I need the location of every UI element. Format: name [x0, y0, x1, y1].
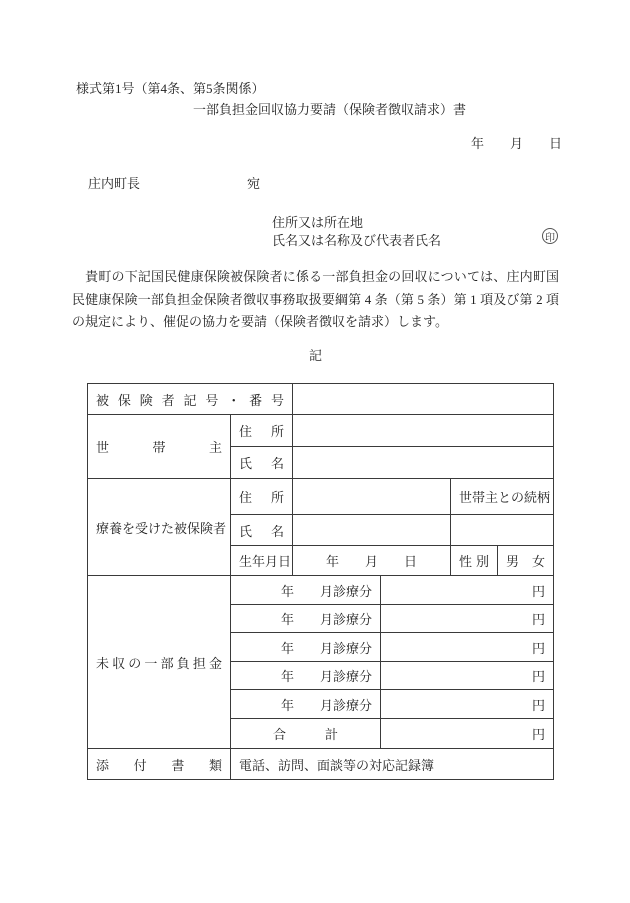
total-amount-value-cell: 円	[381, 719, 554, 749]
patient-address-label-cell: 住所	[231, 479, 293, 515]
table-row	[88, 749, 554, 780]
sex-label-cell: 性別	[451, 546, 498, 576]
householder-address-value-cell	[293, 415, 554, 447]
table-row	[88, 384, 554, 415]
amount-value-cell: 円	[381, 690, 554, 719]
treatment-month-label-cell: 年 月診療分	[231, 605, 381, 633]
treatment-month-label-cell: 年 月診療分	[231, 662, 381, 690]
table-row	[88, 576, 554, 605]
birthdate-label-cell: 生年月日	[231, 546, 293, 576]
addressee-name: 庄内町長	[88, 176, 141, 191]
birthdate-value-cell: 年 月 日	[293, 546, 451, 576]
sender-name-label: 氏名又は名称及び代表者氏名	[272, 233, 442, 248]
section-mark: 記	[308, 348, 322, 363]
treatment-month-label-cell: 年 月診療分	[231, 633, 381, 662]
sender-address-label: 住所又は所在地	[272, 215, 364, 230]
seal-character: 印	[545, 232, 555, 244]
attachments-value-cell: 電話、訪問、面談等の対応記録簿	[231, 749, 554, 780]
sex-value-cell: 男女	[498, 546, 554, 576]
patient-name-label-cell: 氏名	[231, 515, 293, 546]
table-row	[88, 415, 554, 447]
insured-number-value-cell	[293, 384, 554, 415]
page-title: 一部負担金回収協力要請（保険者徴収請求）書	[193, 102, 467, 117]
relation-value-cell	[451, 515, 554, 546]
treatment-month-label-cell: 年 月診療分	[231, 690, 381, 719]
householder-label-cell: 世帯主	[88, 415, 231, 479]
addressee-suffix: 宛	[247, 176, 261, 191]
date-line: 年 月 日	[470, 136, 562, 151]
table-row	[88, 479, 554, 515]
patient-label-cell: 療養を受けた被保険者	[88, 479, 231, 576]
householder-name-value-cell	[293, 447, 554, 479]
form-number: 様式第1号（第4条、第5条関係）	[76, 81, 265, 96]
seal-icon	[542, 228, 558, 244]
relation-label-cell: 世帯主との続柄	[451, 479, 554, 515]
amount-value-cell: 円	[381, 662, 554, 690]
householder-address-label-cell: 住所	[231, 415, 293, 447]
unpaid-label-cell: 未収の一部負担金	[88, 576, 231, 749]
patient-address-value-cell	[293, 479, 451, 515]
insured-person-table	[87, 383, 554, 780]
body-paragraph: 貴町の下記国民健康保険被保険者に係る一部負担金の回収については、庄内町国民健康保険一部負担金保険者徴収事務取扱要綱第 4 条（第 5 条）第 1 項及び第 2 項の規定により、催促の協力を要請（保険者徴収を請求）します。	[72, 269, 559, 329]
amount-value-cell: 円	[381, 605, 554, 633]
amount-value-cell: 円	[381, 633, 554, 662]
amount-value-cell: 円	[381, 576, 554, 605]
patient-name-value-cell	[293, 515, 451, 546]
householder-name-label-cell: 氏名	[231, 447, 293, 479]
treatment-month-label-cell: 年 月診療分	[231, 576, 381, 605]
insured-number-label-cell: 被保険者記号・番号	[88, 384, 293, 415]
attachments-label-cell: 添付書類	[88, 749, 231, 780]
total-label-cell: 合 計	[231, 719, 381, 749]
